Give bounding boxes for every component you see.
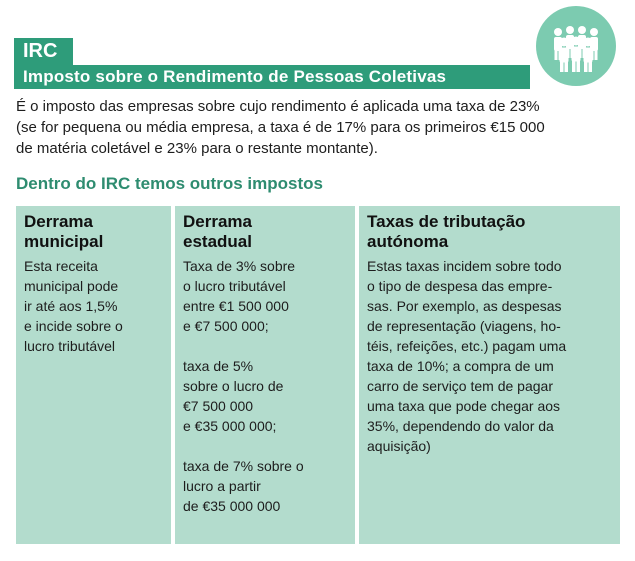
box-text-line: sas. Por exemplo, as despesas (367, 298, 562, 314)
box-paragraph (24, 256, 163, 356)
box-taxas-tributacao-autonoma (359, 206, 620, 544)
box-text-line: o tipo de despesa das empre- (367, 278, 553, 294)
box-text-line: sobre o lucro de (183, 378, 284, 394)
box-text-line: e €7 500 000; (183, 318, 269, 334)
box-text-line: Estas taxas incidem sobre todo (367, 258, 562, 274)
box-title-line: Derrama (183, 212, 252, 231)
box-title-line: municipal (24, 232, 104, 251)
box-text-line: de representação (viagens, ho- (367, 318, 561, 334)
intro-line: (se for pequena ou média empresa, a taxa é de 17% para os primeiros €15 000 (16, 119, 545, 136)
box-text-line: carro de serviço tem de pagar (367, 378, 553, 394)
box-title-line: Taxas de tributação (367, 212, 526, 231)
box-text-line: ir até aos 1,5% (24, 298, 118, 314)
intro-text (16, 96, 626, 159)
box-text-line: taxa de 10%; a compra de um (367, 358, 554, 374)
box-text-line: municipal pode (24, 278, 119, 294)
header-subtitle: Imposto sobre o Rendimento de Pessoas Coletivas (14, 65, 530, 89)
box-text-line: lucro a partir (183, 478, 261, 494)
box-title (183, 212, 347, 252)
box-text-line: uma taxa que pode chegar aos (367, 398, 561, 414)
box-text-line: e incide sobre o (24, 318, 123, 334)
box-text-line: entre €1 500 000 (183, 298, 289, 314)
box-title (367, 212, 612, 252)
section-title: Dentro do IRC temos outros impostos (16, 174, 323, 193)
box-paragraph (183, 256, 347, 336)
box-title (24, 212, 163, 252)
box-text-line: de €35 000 000 (183, 498, 281, 514)
intro-line: É o imposto das empresas sobre cujo rendimento é aplicada uma taxa de 23% (16, 98, 540, 115)
box-text-line: taxa de 5% (183, 358, 254, 374)
people-group-icon (536, 6, 616, 86)
box-text-line: o lucro tributável (183, 278, 286, 294)
box-text-line: 35%, dependendo do valor da (367, 418, 554, 434)
box-text-line: Taxa de 3% sobre (183, 258, 296, 274)
intro-line: de matéria coletável e 23% para o restante montante). (16, 140, 378, 157)
box-paragraph (183, 356, 347, 436)
box-title-line: autónoma (367, 232, 449, 251)
box-paragraph (183, 456, 347, 516)
box-title-line: estadual (183, 232, 252, 251)
box-derrama-municipal (16, 206, 171, 544)
box-text-line: lucro tributável (24, 338, 116, 354)
box-text-line: téis, refeições, etc.) pagam uma (367, 338, 567, 354)
box-text-line: e €35 000 000; (183, 418, 277, 434)
irc-tag: IRC (14, 38, 73, 65)
box-paragraph (367, 256, 612, 456)
box-text-line: taxa de 7% sobre o (183, 458, 304, 474)
box-derrama-estadual (175, 206, 355, 544)
box-text-line: Esta receita (24, 258, 98, 274)
box-text-line: €7 500 000 (183, 398, 254, 414)
box-text-line: aquisição) (367, 438, 431, 454)
box-title-line: Derrama (24, 212, 93, 231)
